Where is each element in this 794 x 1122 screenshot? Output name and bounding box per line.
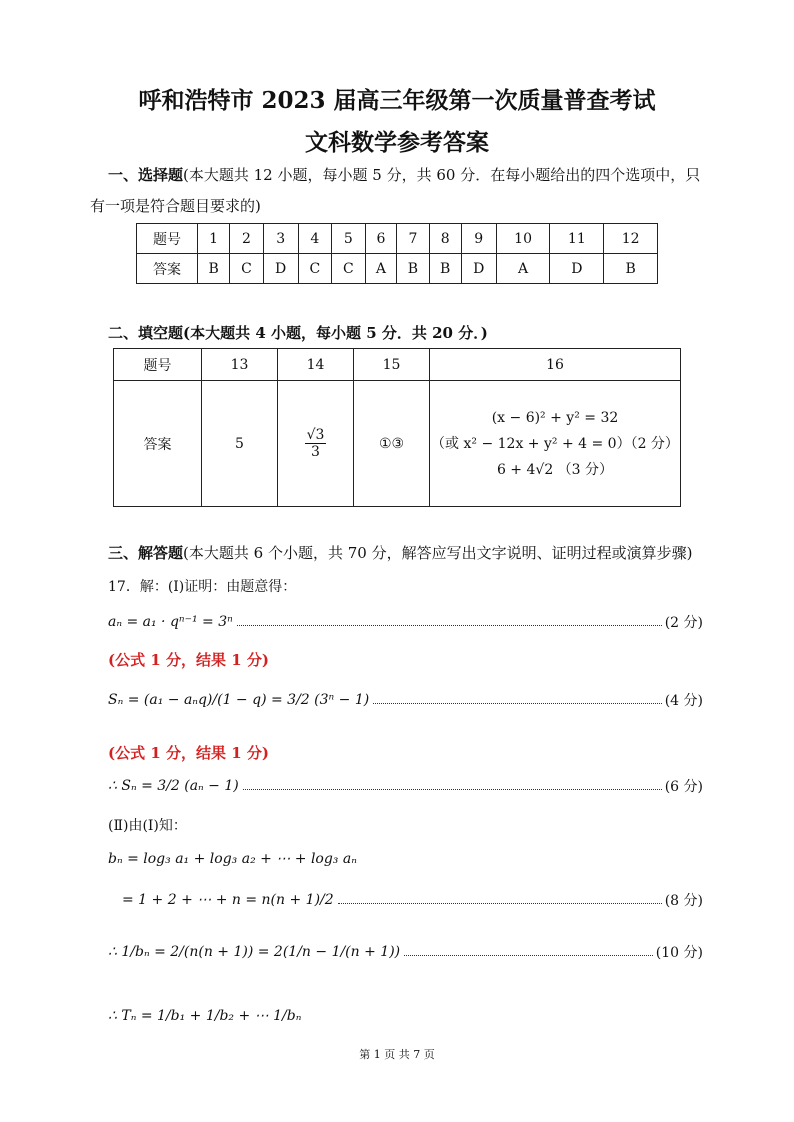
choice-number-cell: 6 <box>365 224 397 254</box>
step-2-formula: Sₙ = (a₁ − aₙq)/(1 − q) = 3/2 (3ⁿ − 1) <box>108 692 370 708</box>
solution-step-4 <box>108 851 357 867</box>
dotted-leader <box>237 625 662 626</box>
section1-note: (本大题共 12 小题，每小题 5 分，共 60 分．在每小题给出的四个选项中，只 <box>183 166 701 184</box>
choice-answer-cell: A <box>365 254 397 284</box>
solution-step-1 <box>108 612 703 632</box>
table-row-answers <box>137 254 658 284</box>
part2-intro: (Ⅱ)由(Ⅰ)知： <box>108 818 187 834</box>
solution-step-7 <box>108 1008 301 1024</box>
choice-number-cell: 4 <box>298 224 331 254</box>
section2-heading: 二、填空题 <box>108 324 184 342</box>
page-footer: 第 1 页 共 7 页 <box>359 1048 435 1061</box>
table-row-answers <box>114 381 681 507</box>
choice-number-cell: 9 <box>461 224 496 254</box>
section2-heading-line <box>108 322 488 343</box>
choice-answer-table <box>136 223 658 284</box>
choice-number-cell: 2 <box>230 224 263 254</box>
row-label-answer: 答案 <box>114 381 202 507</box>
step-2-score: (4 分) <box>664 693 703 709</box>
step-6-formula: ∴ 1/bₙ = 2/(n(n + 1)) = 2(1/n − 1/(n + 1)) <box>108 944 401 960</box>
choice-number-cell: 5 <box>332 224 365 254</box>
table-row-numbers <box>114 349 681 381</box>
solution-step-3 <box>108 776 703 796</box>
choice-number-cell: 10 <box>496 224 550 254</box>
choice-number-cell: 3 <box>263 224 298 254</box>
choice-answer-cell: D <box>461 254 496 284</box>
answer-15: ①③ <box>354 381 430 507</box>
section2-note: (本大题共 4 小题，每小题 5 分．共 20 分．) <box>183 324 488 342</box>
dotted-leader <box>404 955 653 956</box>
grading-note-1: (公式 1 分，结果 1 分) <box>108 651 269 669</box>
answer-14 <box>278 381 354 507</box>
choice-number-cell: 8 <box>429 224 461 254</box>
step-7-formula: ∴ Tₙ = 1/b₁ + 1/b₂ + ⋯ 1/bₙ <box>108 1008 302 1024</box>
row-label-number: 题号 <box>114 349 202 381</box>
choice-answer-cell: B <box>397 254 429 284</box>
step-3-score: (6 分) <box>664 779 703 795</box>
choice-answer-cell: C <box>298 254 331 284</box>
choice-answer-cell: B <box>429 254 461 284</box>
choice-number-cell: 12 <box>604 224 658 254</box>
document-subtitle: 文科数学参考答案 <box>305 129 489 156</box>
dotted-leader <box>243 789 662 790</box>
answer-16 <box>430 381 681 507</box>
fill-number-cell: 13 <box>202 349 278 381</box>
section3-note: (本大题共 6 个小题，共 70 分，解答应写出文字说明、证明过程或演算步骤) <box>183 544 693 562</box>
choice-number-cell: 1 <box>198 224 230 254</box>
answer-16-line2: （或 x² − 12x + y² + 4 = 0）（2 分） <box>431 435 679 452</box>
answer-16-line3: 6 + 4√2 （3 分） <box>496 461 614 478</box>
answer-13: 5 <box>202 381 278 507</box>
q17-intro: 17．解：(Ⅰ)证明：由题意得： <box>108 579 297 595</box>
step-1-score: (2 分) <box>664 615 703 631</box>
choice-number-cell: 7 <box>397 224 429 254</box>
answer-14-fraction <box>305 427 327 460</box>
choice-answer-cell: B <box>198 254 230 284</box>
step-5-score: (8 分) <box>664 893 703 909</box>
fill-answer-table <box>113 348 681 507</box>
section1-heading: 一、选择题 <box>108 166 184 184</box>
fill-number-cell: 15 <box>354 349 430 381</box>
row-label-number: 题号 <box>137 224 198 254</box>
dotted-leader <box>338 903 662 904</box>
choice-answer-cell: B <box>604 254 658 284</box>
document-title: 呼和浩特市 2023 届高三年级第一次质量普查考试 <box>138 87 656 114</box>
fill-number-cell: 14 <box>278 349 354 381</box>
step-6-score: (10 分) <box>655 945 703 961</box>
grading-note-2: (公式 1 分，结果 1 分) <box>108 744 269 762</box>
row-label-answer: 答案 <box>137 254 198 284</box>
fraction-denominator: 3 <box>311 444 320 460</box>
choice-answer-cell: D <box>263 254 298 284</box>
section3-heading-line <box>108 542 692 563</box>
choice-answer-cell: C <box>230 254 263 284</box>
step-5-formula: = 1 + 2 + ⋯ + n = n(n + 1)/2 <box>122 892 334 908</box>
dotted-leader <box>373 703 662 704</box>
solution-step-5 <box>122 890 703 910</box>
step-1-formula: aₙ = a₁ · qⁿ⁻¹ = 3ⁿ <box>108 614 233 630</box>
fraction-numerator: √3 <box>306 426 325 443</box>
section1-note-line2: 有一项是符合题目要求的) <box>90 197 261 215</box>
choice-number-cell: 11 <box>550 224 604 254</box>
answer-16-line1: (x − 6)² + y² = 32 <box>491 409 619 426</box>
table-row-numbers <box>137 224 658 254</box>
solution-step-2 <box>108 690 703 710</box>
section1-heading-line <box>108 164 700 185</box>
choice-answer-cell: A <box>496 254 550 284</box>
fill-number-cell: 16 <box>430 349 681 381</box>
choice-answer-cell: D <box>550 254 604 284</box>
solution-step-6 <box>108 942 703 962</box>
step-3-formula: ∴ Sₙ = 3/2 (aₙ − 1) <box>108 778 239 794</box>
section3-heading: 三、解答题 <box>108 544 184 562</box>
step-4-formula: bₙ = log₃ a₁ + log₃ a₂ + ⋯ + log₃ aₙ <box>108 851 357 867</box>
choice-answer-cell: C <box>332 254 365 284</box>
